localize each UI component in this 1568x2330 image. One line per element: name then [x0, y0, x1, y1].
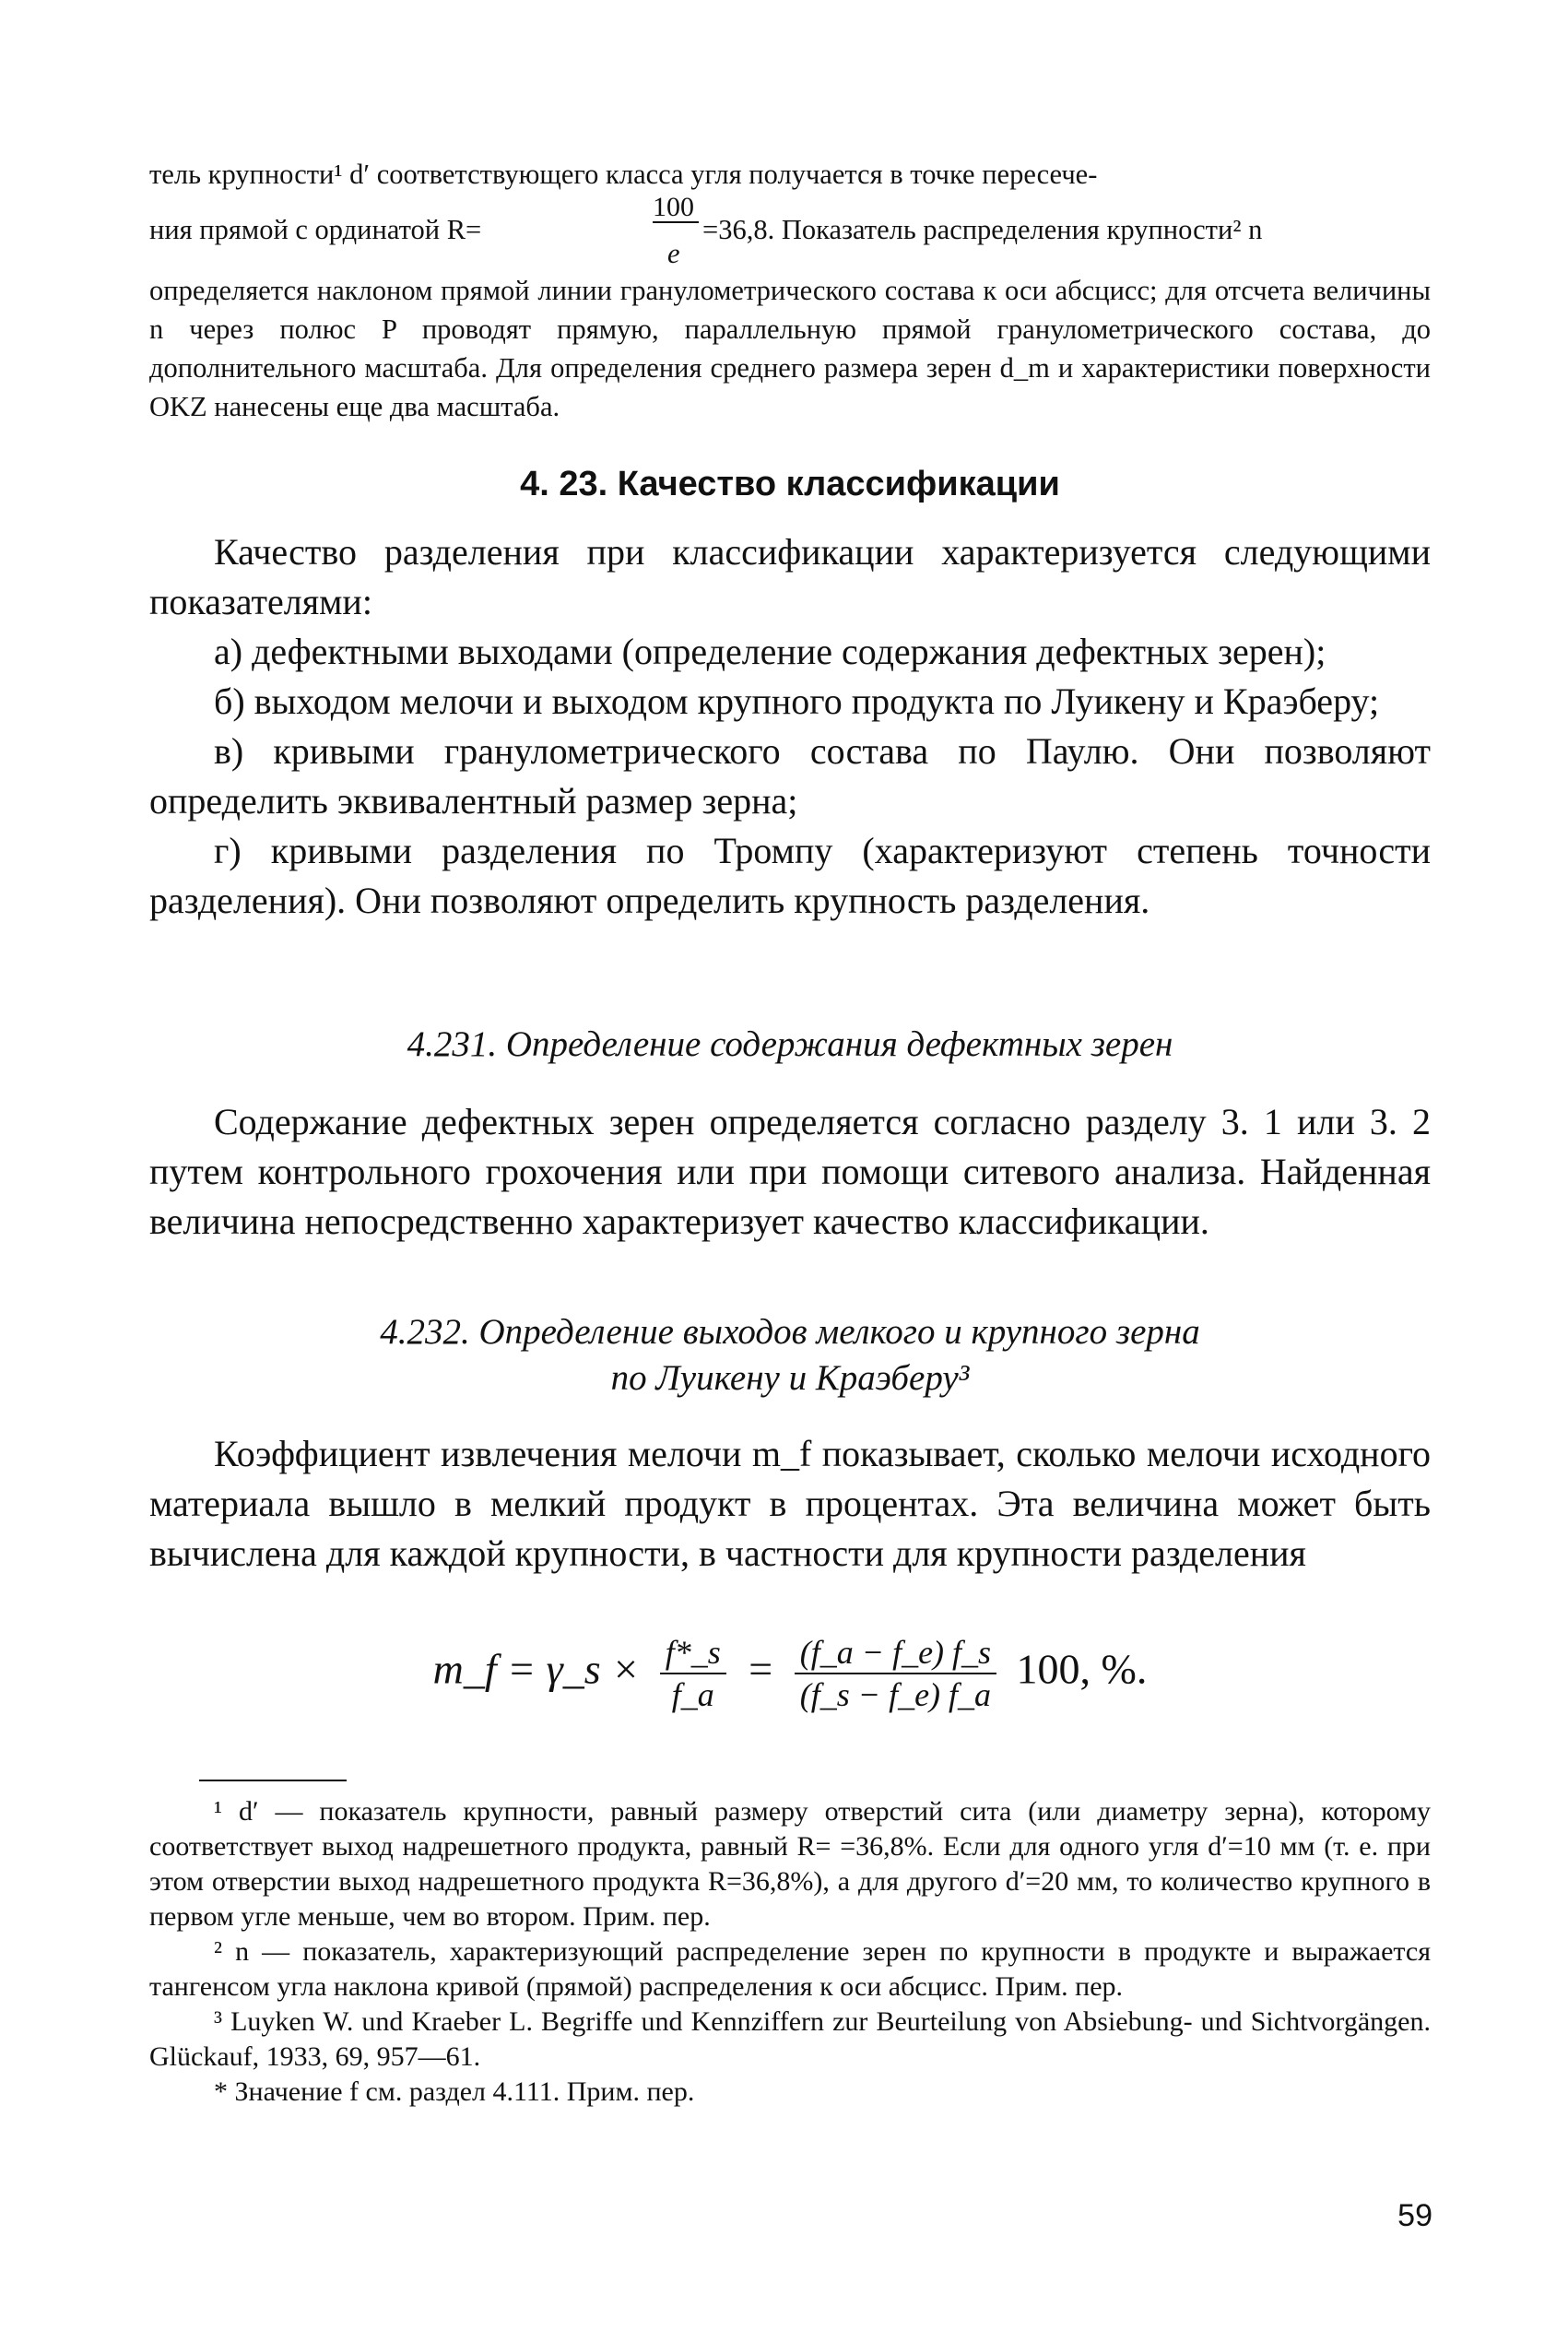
- intro-line-1: тель крупности¹ d′ соответствующего класса угля получается в точке пересече-: [149, 159, 1098, 190]
- intro-equation-line: [149, 194, 1431, 271]
- footnote-4: * Значение f см. раздел 4.111. Прим. пер.: [214, 2076, 695, 2107]
- section-body: [149, 527, 1431, 926]
- list-item-a: а) дефектными выходами (определение содержания дефектных зерен);: [214, 631, 1326, 672]
- intro-eq-numerator: 100: [653, 192, 694, 222]
- subsection-2-title: [149, 1309, 1431, 1402]
- intro-line-2a: ния прямой с ординатой R=: [149, 214, 482, 245]
- footnote-divider: [199, 1780, 347, 1781]
- intro-paragraph: [149, 155, 1431, 426]
- formula-fraction-2-numerator: (f_a − f_e) f_s: [795, 1632, 996, 1674]
- footnotes: [149, 1794, 1431, 2110]
- footnote-1: ¹ d′ — показатель крупности, равный размеру отверстий сита (или диаметру зерна), которому соответствует выход надрешетного продукта, равный R= =36,8%. Если для одного угля d′=10 мм (т. е. при этом отверстии выход надрешетного продукта R=36,8%), а для другого d′=20 мм, то количество крупного в первом угле меньше, чем во втором. Прим. пер.: [149, 1796, 1431, 1932]
- footnote-2: ² n — показатель, характеризующий распределение зерен по крупности в продукте и выражается тангенсом угла наклона кривой (прямой) распределения к оси абсцисс. Прим. пер.: [149, 1936, 1431, 2002]
- list-item-c: в) кривыми гранулометрического состава по Паулю. Они позволяют определить эквивалентный размер зерна;: [149, 730, 1431, 822]
- formula-block: [149, 1632, 1431, 1715]
- formula-fraction-2: [795, 1632, 996, 1715]
- subsection-1-text: [149, 1097, 1431, 1247]
- list-item-d: г) кривыми разделения по Тромпу (характеризуют степень точности разделения). Они позволяют определить крупность разделения.: [149, 830, 1431, 921]
- subsection-2-paragraph: Коэффициент извлечения мелочи m_f показывает, сколько мелочи исходного материала вышло в мелкий продукт в процентах. Эта величина может быть вычислена для каждой крупности, в частности для крупности разделения: [149, 1433, 1431, 1574]
- list-item-b: б) выходом мелочи и выходом крупного продукта по Луикену и Краэберу;: [214, 680, 1380, 722]
- subsection-1-title: 4.231. Определение содержания дефектных зерен: [407, 1024, 1173, 1064]
- formula-equals: =: [746, 1645, 775, 1693]
- intro-eq-denominator: e: [667, 238, 680, 269]
- formula-lhs: m_f = γ_s ×: [432, 1645, 641, 1693]
- subsection-2-text: [149, 1429, 1431, 1579]
- intro-line-2b: =36,8. Показатель распределения крупности² n: [702, 214, 1263, 245]
- formula-tail: 100, %.: [1016, 1645, 1148, 1693]
- subsection-1-paragraph: Содержание дефектных зерен определяется согласно разделу 3. 1 или 3. 2 путем контрольного грохочения или при помощи ситевого анализа. Найденная величина непосредственно характеризует качество классификации.: [149, 1101, 1431, 1242]
- subsection-2-title-line-2: по Луикену и Краэберу³: [610, 1358, 970, 1398]
- intro-eq-fraction-bar: [653, 221, 699, 223]
- section-lead: Качество разделения при классификации характеризуется следующими показателями:: [149, 531, 1431, 622]
- section-heading: 4. 23. Качество классификации: [520, 465, 1060, 503]
- formula-fraction-1-denominator: f_a: [671, 1676, 714, 1713]
- formula-fraction-1: [660, 1632, 726, 1715]
- formula-fraction-1-numerator: f*_s: [660, 1632, 726, 1674]
- intro-rest: определяется наклоном прямой линии гранулометрического состава к оси абсцисс; для отсчета величины n через полюс P проводят прямую, параллельную прямой гранулометрического состава, до дополнительного масштаба. Для определения среднего размера зерен d_m и характеристики поверхности OKZ нанесены еще два масштаба.: [149, 275, 1431, 422]
- subsection-2-title-line-1: 4.232. Определение выходов мелкого и крупного зерна: [380, 1312, 1200, 1352]
- formula-fraction-2-denominator: (f_s − f_e) f_a: [799, 1676, 992, 1713]
- page-number: 59: [1397, 2198, 1432, 2233]
- footnote-3: ³ Luyken W. und Kraeber L. Begriffe und Kennziffern zur Beurteilung von Absiebung- und Sichtvorgängen. Glückauf, 1933, 69, 957—61.: [149, 2006, 1431, 2072]
